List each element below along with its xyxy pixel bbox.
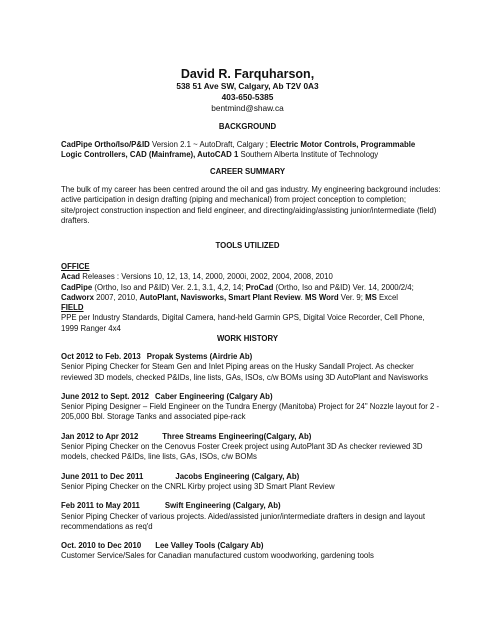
tool-msexcel-suffix: Excel bbox=[376, 292, 399, 302]
tool-procad-name: ProCad bbox=[245, 282, 274, 292]
background-n2: Southern Alberta Institute of Technology bbox=[238, 150, 379, 160]
summary-section bbox=[61, 185, 441, 226]
tool-msexcel-name: MS bbox=[365, 292, 377, 302]
field-label: FIELD bbox=[61, 303, 84, 313]
background-title: BACKGROUND bbox=[218, 122, 277, 131]
background-b1: CadPipe Ortho/Iso/P&ID bbox=[61, 140, 150, 149]
job-description: Senior Piping Designer – Field Engineer on the Tundra Energy (Manitoba) Project for 24" Nozzle layout for 2 - 205,000 Bbl. Storage Tanks and associated pipe-rack bbox=[61, 402, 440, 422]
tool-cadworx-versions: 2007, 2010, bbox=[93, 292, 140, 302]
background-line-2 bbox=[61, 150, 441, 160]
job-description: Customer Service/Sales for Canadian manufactured custom woodworking, gardening tools bbox=[61, 551, 374, 561]
job-company: Caber Engineering (Calgary Ab) bbox=[154, 391, 273, 401]
candidate-name: David R. Farquharson, bbox=[180, 67, 315, 81]
tool-separator: . bbox=[300, 292, 305, 302]
job-dates: Jan 2012 to Apr 2012 bbox=[61, 431, 139, 441]
summary-title: CAREER SUMMARY bbox=[209, 167, 286, 176]
job-description: Senior Piping Checker of various projects. Aided/assisted junior/intermediate drafters in design and layout recommendations as req'd bbox=[61, 511, 426, 531]
summary-text: The bulk of my career has been centred around the oil and gas industry. My engineering background includes: active participation in design drafting (piping and mechanical) from project conception to completion; site/project construction inspection and field engineer, and directing/aiding/assisting junior/intermediate (field) drafters. bbox=[61, 185, 441, 225]
tools-title: TOOLS UTILIZED bbox=[215, 241, 280, 250]
background-line-1 bbox=[61, 140, 441, 150]
tool-acad bbox=[61, 272, 441, 282]
background-b2: Electric Motor Controls, Programmable bbox=[270, 140, 416, 149]
tool-cadpipe bbox=[61, 283, 441, 293]
background-section bbox=[61, 140, 441, 161]
tool-msword-version: Ver. 9; bbox=[338, 292, 366, 302]
email: bentmind@shaw.ca bbox=[211, 103, 284, 113]
job-dates: Oct 2012 to Feb. 2013 bbox=[61, 352, 141, 361]
job-dates: June 2012 to Sept. 2012 bbox=[61, 391, 149, 401]
tool-cadpipe-name: CadPipe bbox=[61, 282, 93, 292]
job-dates: June 2011 to Dec 2011 bbox=[61, 471, 144, 481]
office-label: OFFICE bbox=[61, 262, 90, 271]
tools-section bbox=[61, 262, 441, 334]
tool-autoplant-names: AutoPlant, Navisworks, Smart Plant Review bbox=[139, 292, 301, 302]
job-company: Lee Valley Tools (Calgary Ab) bbox=[155, 541, 264, 551]
work-title: WORK HISTORY bbox=[216, 334, 279, 343]
tool-cadpipe-versions: (Ortho, Iso and P&ID) Ver. 2.1, 3.1, 4,2, 14; bbox=[92, 282, 246, 292]
job-company: Three Streams Engineering(Calgary, Ab) bbox=[162, 431, 312, 441]
field-text: PPE per Industry Standards, Digital Camera, hand-held Garmin GPS, Digital Voice Recorder, Cell Phone, 1999 Ranger 4x4 bbox=[61, 313, 425, 333]
job-entry bbox=[61, 432, 441, 463]
job-entry bbox=[61, 472, 441, 493]
job-dates: Feb 2011 to May 2011 bbox=[61, 501, 140, 511]
job-entry bbox=[61, 352, 441, 383]
background-n1: Version 2.1 ~ AutoDraft, Calgary ; bbox=[149, 140, 271, 149]
tool-acad-versions: Releases : Versions 10, 12, 13, 14, 2000, 2000i, 2002, 2004, 2008, 2010 bbox=[80, 272, 333, 282]
job-entry bbox=[61, 392, 441, 423]
tool-cadworx bbox=[61, 293, 441, 303]
tool-cadworx-name: Cadworx bbox=[61, 292, 94, 302]
job-entry bbox=[61, 501, 441, 532]
phone: 403-650-5385 bbox=[221, 92, 274, 102]
tool-acad-name: Acad bbox=[61, 272, 81, 282]
job-description: Senior Piping Checker on the Cenovus Foster Creek project using AutoPlant 3D As checker reviewed 3D models, checked P&IDs, line lists, GAs, ISOs, c/w BOMs bbox=[61, 442, 423, 462]
address: 538 51 Ave SW, Calgary, Ab T2V 0A3 bbox=[176, 81, 319, 91]
job-description: Senior Piping Checker on the CNRL Kirby project using 3D Smart Plant Review bbox=[61, 481, 335, 491]
job-company: Swift Engineering (Calgary, Ab) bbox=[164, 501, 281, 511]
tool-procad-versions: (Ortho, Iso and P&ID) Ver. 14, 2000/2/4; bbox=[273, 282, 414, 292]
job-dates: Oct. 2010 to Dec 2010 bbox=[61, 541, 142, 551]
job-company: Jacobs Engineering (Calgary, Ab) bbox=[175, 471, 300, 481]
job-description: Senior Piping Checker for Steam Gen and Inlet Piping areas on the Husky Sandall Project. As checker reviewed 3D models, checked P&IDs, line lists, GAs, ISOs, c/w BOMs using 3D AutoPlant and Navisworks bbox=[61, 362, 429, 382]
job-company: Propak Systems (Airdrie Ab) bbox=[146, 352, 253, 361]
background-b3: Logic Controllers, CAD (Mainframe), AutoCAD 1 bbox=[61, 150, 239, 160]
job-entry bbox=[61, 541, 441, 562]
work-section bbox=[61, 352, 441, 571]
tool-msword-name: MS Word bbox=[305, 292, 339, 302]
resume-header bbox=[0, 67, 495, 114]
